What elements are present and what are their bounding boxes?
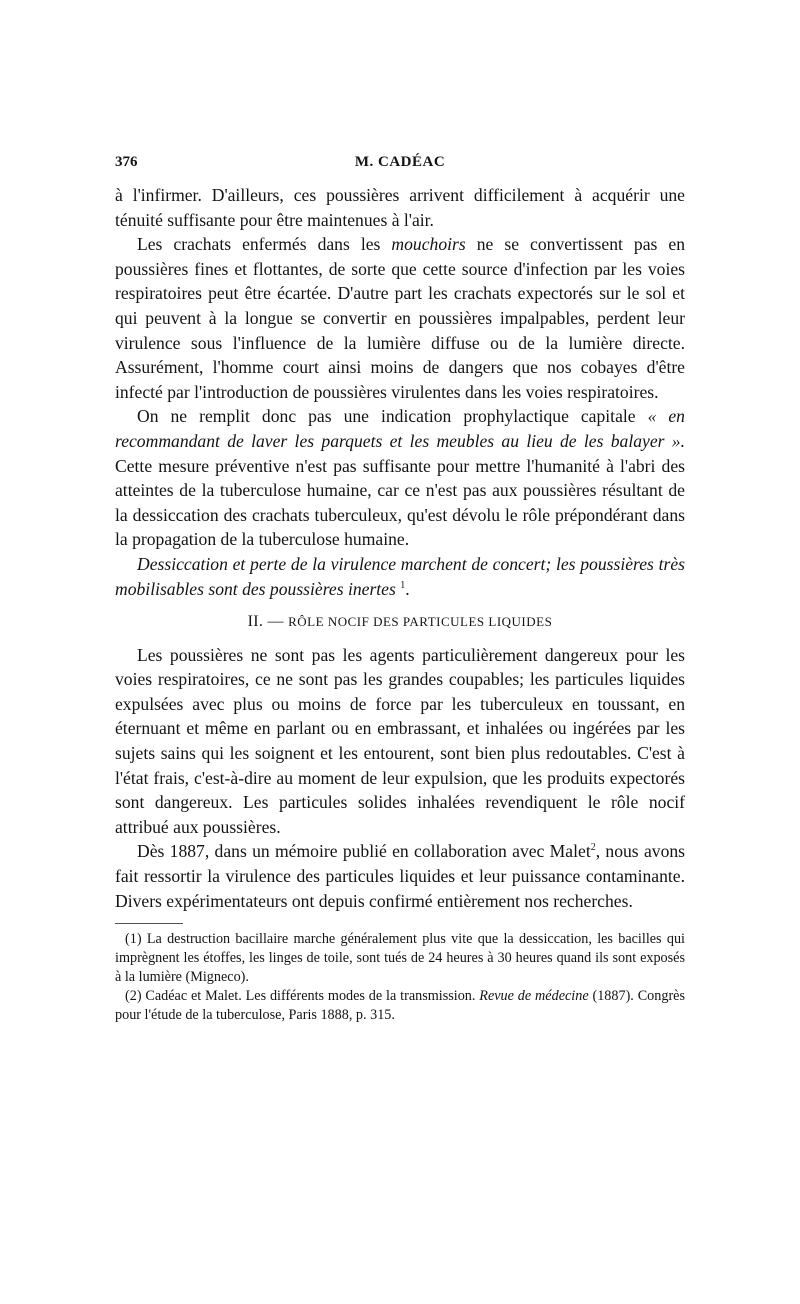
footnote-ref: 2 bbox=[590, 842, 596, 854]
section-number: II. — bbox=[247, 613, 284, 631]
text-run: Les crachats enfermés dans les bbox=[137, 234, 392, 255]
paragraph: à l'infirmer. D'ailleurs, ces poussières arrivent difficilement à acquérir une ténuité suffisante pour être maintenues à l'air. bbox=[115, 185, 685, 230]
section-title: RÔLE NOCIF DES PARTICULES LIQUIDES bbox=[288, 614, 553, 630]
paragraph bbox=[115, 404, 685, 552]
footnote bbox=[115, 987, 685, 1025]
italic-quote: « en recommandant de laver les parquets et les meubles au lieu de les balayer ». bbox=[115, 406, 685, 451]
paragraph bbox=[115, 552, 685, 601]
text-run: . bbox=[405, 578, 410, 599]
text-run: (2) Cadéac et Malet. Les différents modes de la transmission. bbox=[125, 988, 480, 1005]
text-run: ne se convertissent pas en poussières fines et flottantes, de sorte que cette source d'infection par les voies respiratoires peut être écartée. D'autre part les crachats expectorés sur le sol et qui peuvent à la longue se convertir en poussières impalpables, perdent leur virulence sous l'influence de la lumière diffuse ou de la lumière directe. Assurément, l'homme court ainsi moins de dangers que nos cobayes d'être infecté par l'introduction de poussières virulentes dans les voies respiratoires. bbox=[115, 234, 685, 402]
paragraph bbox=[115, 232, 685, 404]
text-run: Cette mesure préventive n'est pas suffisante pour mettre l'humanité à l'abri des atteintes de la tuberculose humaine, car ce n'est pas aux poussières résultant de la dessiccation des crachats tuberculeux, qu'est dévolu le rôle prépondérant dans la propagation de la tuberculose humaine. bbox=[115, 455, 685, 550]
text-run: , nous avons fait ressortir la virulence des particules liquides et leur puissance contaminante. Divers expérimentateurs ont depuis confirmé entièrement nos recherches. bbox=[115, 841, 686, 911]
journal-title: Revue de médecine bbox=[479, 988, 589, 1005]
body-text bbox=[115, 183, 685, 1025]
text-run: On ne remplit donc pas une indication prophylactique capitale bbox=[137, 406, 648, 427]
footnotes bbox=[115, 930, 685, 1025]
section-heading bbox=[115, 610, 685, 635]
text-run: Dès 1887, dans un mémoire publié en collaboration avec Malet bbox=[137, 841, 591, 862]
footnote: (1) La destruction bacillaire marche généralement plus vite que la dessiccation, les bacilles qui imprègnent les étoffes, les linges de toile, sont tués de 24 heures à 30 heures quand ils sont exposés à la lumière (Migneco). bbox=[115, 931, 685, 986]
footnote-ref: 1 bbox=[400, 579, 406, 591]
text-run: (1887). Congrès pour l'étude de la tuberculose, Paris 1888, p. 315. bbox=[115, 988, 685, 1024]
running-head: M. CADÉAC bbox=[354, 154, 446, 170]
footnote-divider bbox=[115, 923, 183, 924]
italic-text: mouchoirs bbox=[391, 234, 466, 255]
page-number: 376 bbox=[115, 154, 138, 170]
paragraph bbox=[115, 839, 685, 913]
page-header bbox=[115, 154, 685, 178]
paragraph: Les poussières ne sont pas les agents particulièrement dangereux pour les voies respiratoires, ce ne sont pas les grandes coupables; les particules liquides expulsées avec plus ou moins de force par les tuberculeux en toussant, en éternuant et même en parlant ou en embrassant, et inhalées ou ingérées par les sujets sains qui les soignent et les entourent, sont bien plus redoutables. C'est à l'état frais, c'est-à-dire au moment de leur expulsion, que les produits expectorés sont dangereux. Les particules solides inhalées revendiquent le rôle nocif attribué aux poussières. bbox=[115, 644, 685, 837]
italic-text: Dessiccation et perte de la virulence marchent de concert; les poussières très mobilisables sont des poussières inertes bbox=[115, 553, 685, 599]
